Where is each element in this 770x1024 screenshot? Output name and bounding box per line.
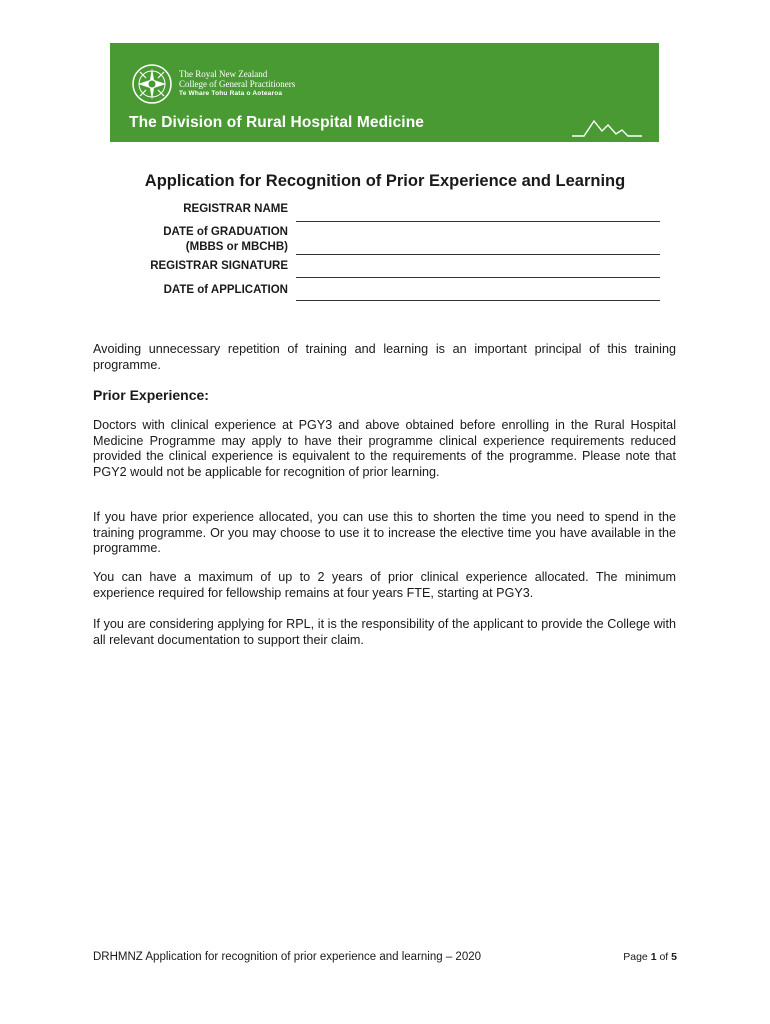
college-crest-icon	[130, 62, 174, 106]
header-banner	[110, 43, 659, 142]
paragraph-1: Doctors with clinical experience at PGY3 and above obtained before enrolling in the Rural Hospital Medicine Programme may apply to have their programme clinical experience requirements reduced provided the clinical experience is equivalent to the requirements of the programme. Please note that PGY2 would not be applicable for recognition of prior learning.	[93, 418, 676, 479]
paragraph-3: You can have a maximum of up to 2 years of prior clinical experience allocated. The minimum experience required for fellowship remains at four years FTE, starting at PGY3.	[93, 570, 676, 600]
graduation-date-label	[163, 225, 288, 255]
mountains-icon	[572, 117, 642, 137]
page-total: 5	[671, 951, 677, 963]
registrar-name-field[interactable]	[296, 221, 660, 222]
page-number	[623, 951, 677, 963]
registrar-name-label: REGISTRAR NAME	[183, 203, 288, 215]
college-line-2: College of General Practitioners	[179, 79, 296, 89]
application-date-label: DATE of APPLICATION	[163, 284, 288, 296]
graduation-date-field[interactable]	[296, 254, 660, 255]
graduation-label-line-2: (MBBS or MBCHB)	[185, 241, 288, 253]
college-name	[179, 69, 295, 99]
page-word: Page	[623, 951, 648, 963]
page-current: 1	[650, 951, 657, 963]
division-title: The Division of Rural Hospital Medicine	[129, 114, 424, 131]
paragraph-4: If you are considering applying for RPL, it is the responsibility of the applicant to provide the College with all relevant documentation to support their claim.	[93, 617, 676, 647]
intro-paragraph: Avoiding unnecessary repetition of training and learning is an important principal of this training programme.	[93, 342, 676, 372]
footer-doc-title: DRHMNZ Application for recognition of prior experience and learning – 2020	[93, 951, 482, 963]
page-title: Application for Recognition of Prior Experience and Learning	[144, 172, 626, 190]
college-line-1: The Royal New Zealand	[179, 69, 268, 79]
graduation-label-line-1: DATE of GRADUATION	[163, 226, 288, 238]
registrar-signature-field[interactable]	[296, 277, 660, 278]
page-of: of	[659, 951, 669, 963]
paragraph-2: If you have prior experience allocated, you can use this to shorten the time you need to spend in the training programme. Or you may choose to use it to increase the elective time you have available in the programme.	[93, 510, 676, 555]
college-line-maori: Te Whare Tohu Rata o Aotearoa	[179, 90, 283, 97]
application-date-field[interactable]	[296, 300, 660, 301]
registrar-signature-label: REGISTRAR SIGNATURE	[150, 260, 288, 272]
section-heading: Prior Experience:	[93, 387, 209, 403]
